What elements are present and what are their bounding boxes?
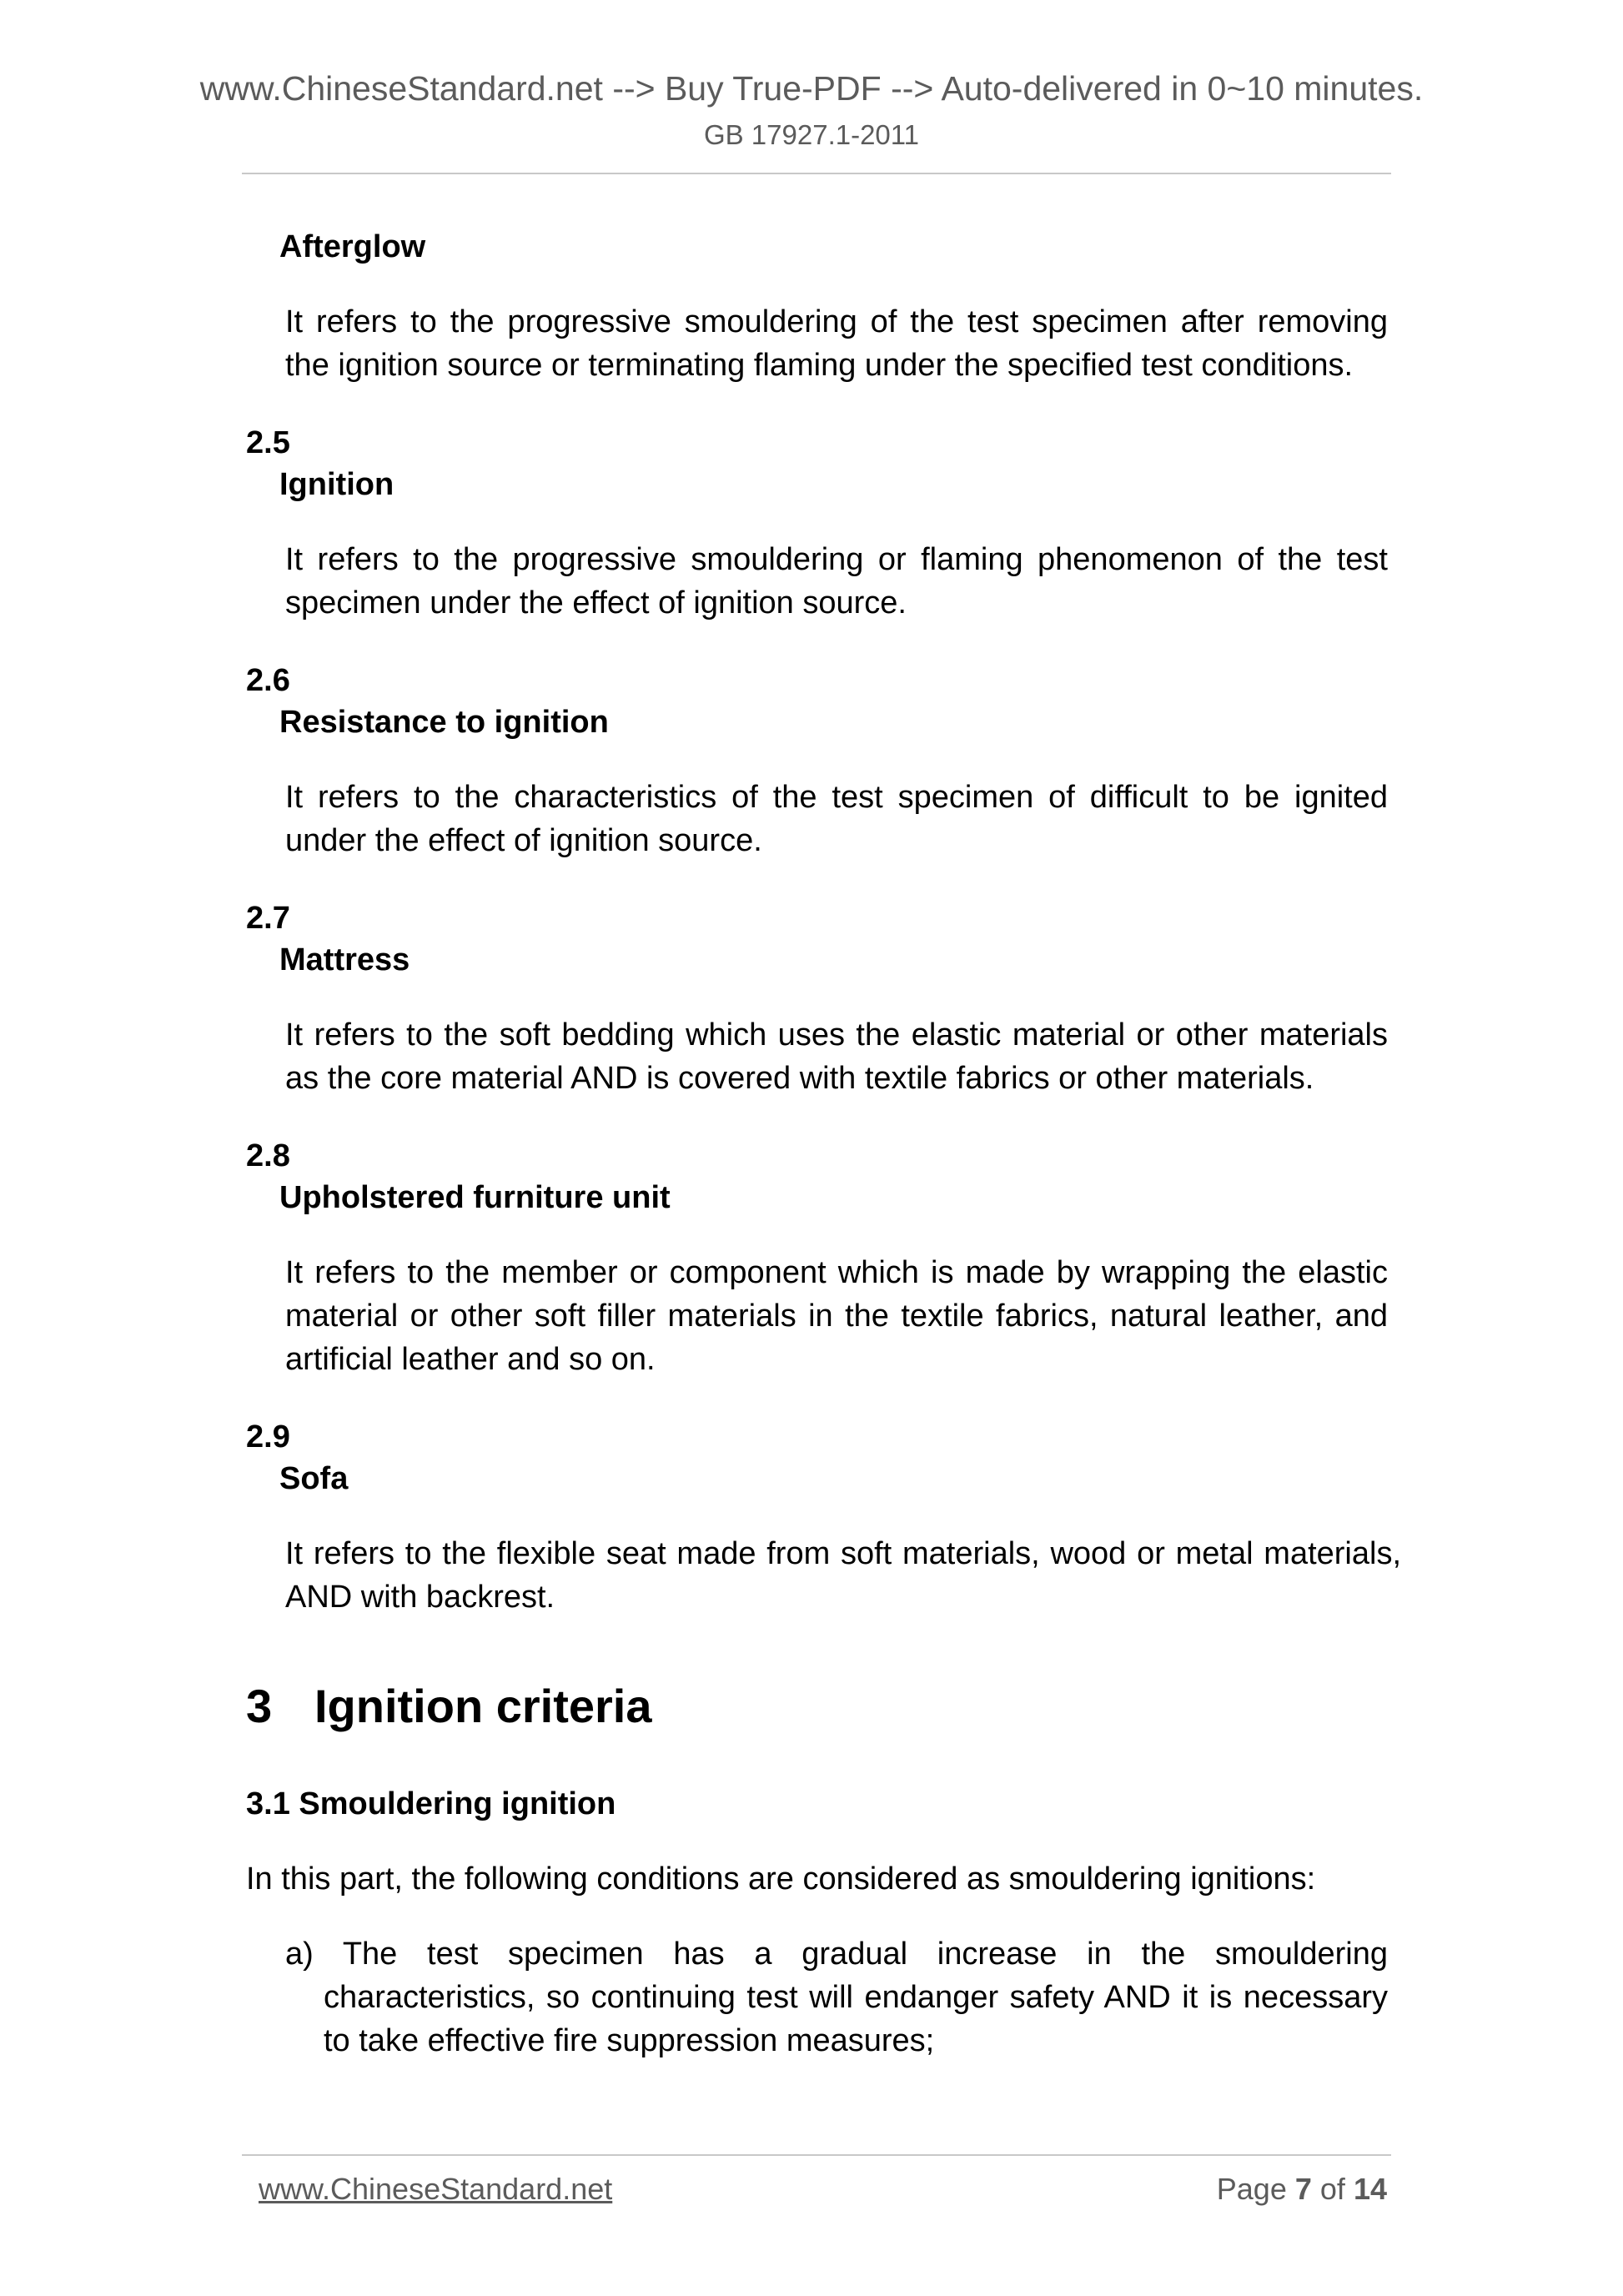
section-heading (246, 1676, 652, 1736)
page-indicator (1217, 2168, 1387, 2210)
clause-number-2-6: 2.6 (246, 663, 290, 698)
subsection-intro: In this part, the following conditions are considered as smouldering ignitions: (246, 1861, 1316, 1897)
page-separator: of (1319, 2172, 1345, 2206)
standard-code: GB 17927.1-2011 (703, 119, 920, 150)
header-divider (242, 173, 1391, 174)
section-number: 3 (246, 1680, 273, 1732)
term-resistance-to-ignition: Resistance to ignition (279, 705, 609, 740)
clause-number-2-8: 2.8 (246, 1138, 290, 1173)
footer-divider (242, 2154, 1391, 2156)
definition-ignition: It refers to the progressive smouldering or flaming phenomenon of the test specimen under the effect of ignition source. (285, 542, 1388, 620)
header-banner: www.ChineseStandard.net --> Buy True-PDF --> Auto-delivered in 0~10 minutes. (199, 69, 1424, 108)
definition-upholstered-furniture-unit: It refers to the member or component which is made by wrapping the elastic material or other soft filler materials in the textile fabrics, natural leather, and artificial leather and so on. (285, 1255, 1388, 1377)
definition-sofa: It refers to the flexible seat made from soft materials, wood or metal materials, AND with backrest. (285, 1536, 1401, 1615)
term-afterglow: Afterglow (279, 229, 426, 264)
clause-number-2-5: 2.5 (246, 425, 290, 460)
clause-number-2-9: 2.9 (246, 1419, 290, 1454)
definition-resistance-to-ignition: It refers to the characteristics of the test specimen of difficult to be ignited under the effect of ignition source. (285, 780, 1388, 858)
page-total: 14 (1353, 2172, 1387, 2206)
subsection-heading: 3.1 Smouldering ignition (246, 1786, 616, 1821)
page-current: 7 (1294, 2172, 1312, 2206)
term-ignition: Ignition (279, 467, 394, 502)
definition-afterglow: It refers to the progressive smouldering of the test specimen after removing the ignition source or terminating flaming under the specified test conditions. (285, 304, 1388, 383)
definition-mattress: It refers to the soft bedding which uses the elastic material or other materials as the core material AND is covered with textile fabrics or other materials. (285, 1017, 1388, 1096)
page-label: Page (1216, 2172, 1287, 2206)
term-upholstered-furniture-unit: Upholstered furniture unit (279, 1180, 671, 1215)
term-sofa: Sofa (279, 1461, 349, 1496)
clause-number-2-7: 2.7 (246, 901, 290, 936)
section-title: Ignition criteria (314, 1680, 652, 1732)
footer-site-link[interactable]: www.ChineseStandard.net (259, 2172, 613, 2206)
list-item: a) The test specimen has a gradual increase in the smouldering characteristics, so continuing test will endanger safety AND it is necessary to take effective fire suppression measures; (285, 1937, 1388, 2058)
term-mattress: Mattress (279, 942, 410, 977)
